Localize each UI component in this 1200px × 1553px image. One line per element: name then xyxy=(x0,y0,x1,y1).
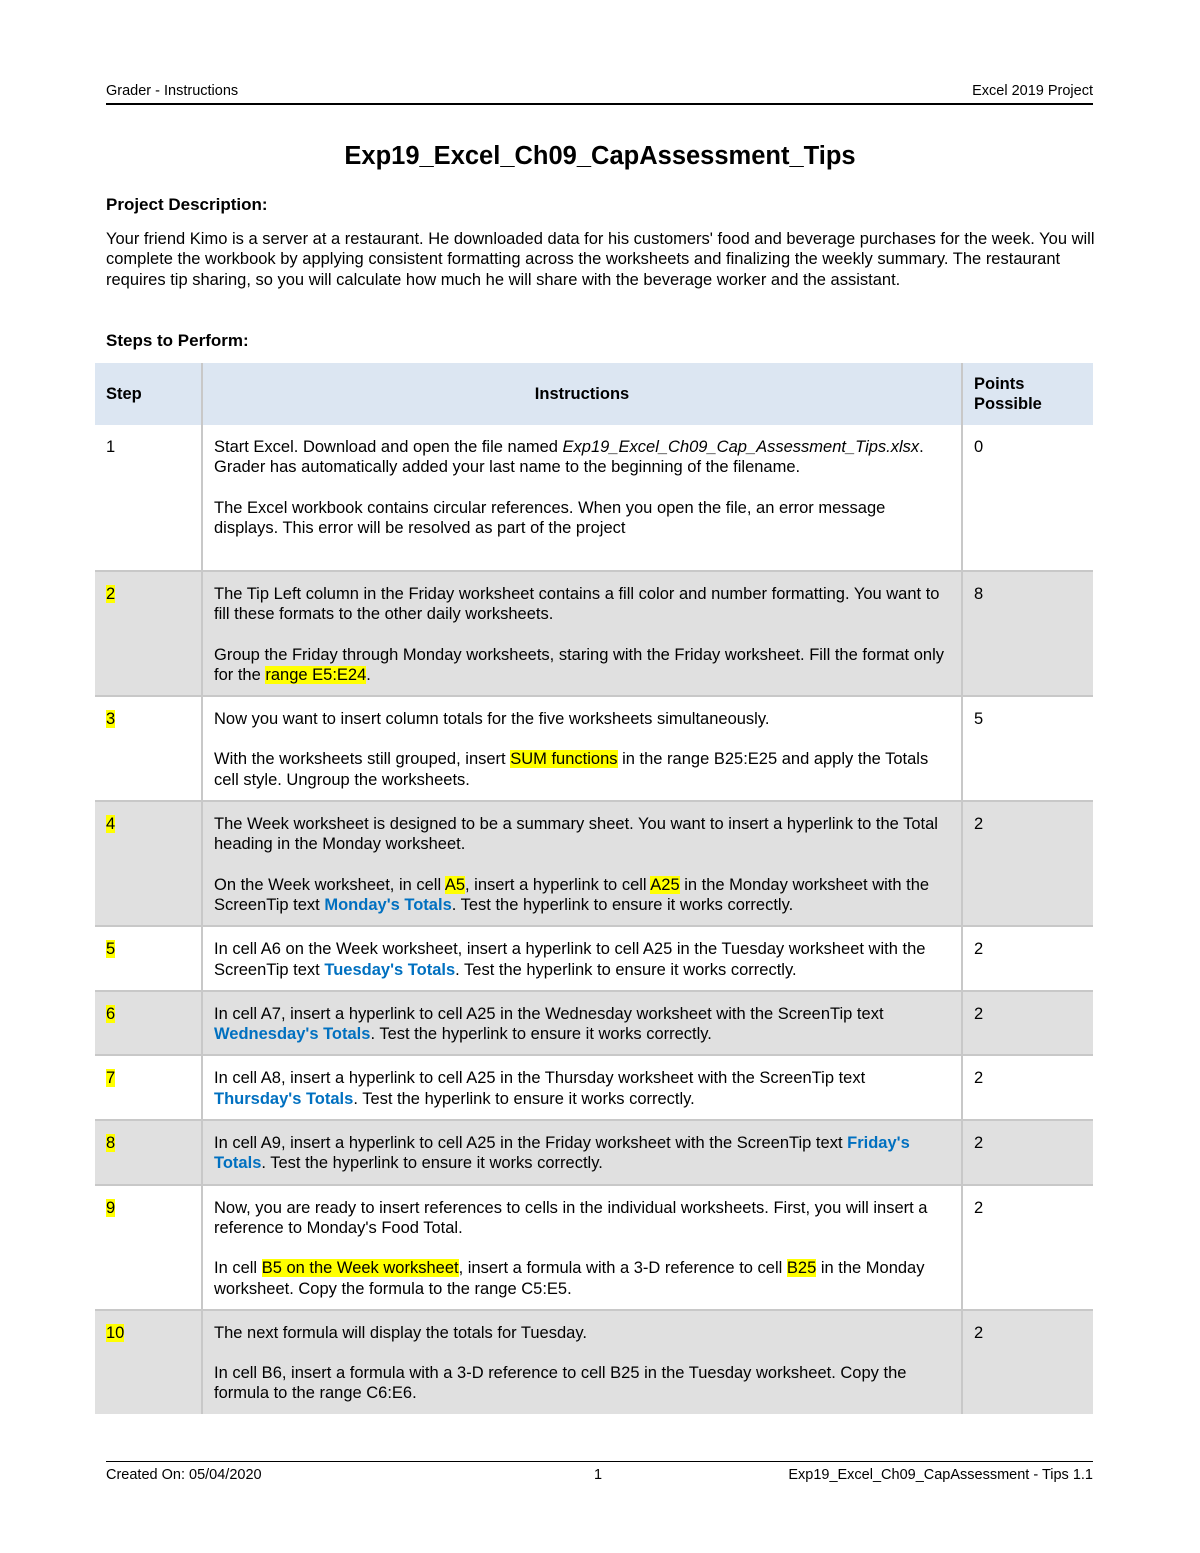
table-row xyxy=(95,801,1093,926)
header-left: Grader - Instructions xyxy=(106,83,239,99)
step-instructions: Now, you are ready to insert references to cells in the individual worksheets. First, you will insert a reference to Monday's Food Total. In cell B5 on the Week worksheet, insert a formula with a 3-D reference to cell B25 in the Monday worksheet. Copy the formula to the range C5:E5. xyxy=(202,1185,962,1310)
table-row xyxy=(95,991,1093,1056)
project-description-text: Your friend Kimo is a server at a restaurant. He downloaded data for his customers' food and beverage purchases for the week. You will complete the workbook by applying consistent formatting across the worksheets and finalizing the weekly summary. The restaurant requires tip sharing, so you will calculate how much he will share with the beverage worker and the assistant. xyxy=(106,230,1095,289)
project-description-heading: Project Description: xyxy=(106,195,268,214)
step-points: 2 xyxy=(962,1310,1093,1414)
step-instructions: The next formula will display the totals for Tuesday. In cell B6, insert a formula with a 3-D reference to cell B25 in the Tuesday worksheet. Copy the formula to the range C6:E6. xyxy=(202,1310,962,1414)
step-points: 5 xyxy=(962,696,1093,801)
step-points: 2 xyxy=(962,991,1093,1056)
step-number: 8 xyxy=(95,1120,202,1185)
page-footer xyxy=(106,1461,1093,1484)
table-row xyxy=(95,926,1093,991)
footer-created-on: Created On: 05/04/2020 xyxy=(106,1467,262,1483)
step-instructions: The Tip Left column in the Friday worksheet contains a fill color and number formatting. You want to fill these formats to the other daily worksheets. Group the Friday through Monday worksheets, staring with the Friday worksheet. Fill the format only for the range E5:E24. xyxy=(202,571,962,696)
footer-doc-version: Exp19_Excel_Ch09_CapAssessment - Tips 1.1 xyxy=(788,1467,1093,1483)
table-row xyxy=(95,1120,1093,1185)
step-instructions: In cell A6 on the Week worksheet, insert a hyperlink to cell A25 in the Tuesday worksheet with the ScreenTip text Tuesday's Totals. Test the hyperlink to ensure it works correctly. xyxy=(202,926,962,991)
steps-heading: Steps to Perform: xyxy=(106,331,249,350)
table-header-row xyxy=(95,363,1093,425)
step-instructions: The Week worksheet is designed to be a summary sheet. You want to insert a hyperlink to the Total heading in the Monday worksheet. On the Week worksheet, in cell A5, insert a hyperlink to cell A25 in the Monday worksheet with the ScreenTip text Monday's Totals. Test the hyperlink to ensure it works correctly. xyxy=(202,801,962,926)
step-number: 10 xyxy=(95,1310,202,1414)
step-number: 2 xyxy=(95,571,202,696)
step-points: 2 xyxy=(962,926,1093,991)
filename: Exp19_Excel_Ch09_Cap_Assessment_Tips.xlsx xyxy=(562,438,920,456)
table-row xyxy=(95,696,1093,801)
table-row xyxy=(95,571,1093,696)
step-instructions: Now you want to insert column totals for the five worksheets simultaneously. With the worksheets still grouped, insert SUM functions in the range B25:E25 and apply the Totals cell style. Ungroup the worksheets. xyxy=(202,696,962,801)
page-header xyxy=(106,83,1093,105)
page-title: Exp19_Excel_Ch09_CapAssessment_Tips xyxy=(344,142,856,170)
step-points: 0 xyxy=(962,425,1093,571)
step-points: 8 xyxy=(962,571,1093,696)
step-instructions: In cell A9, insert a hyperlink to cell A25 in the Friday worksheet with the ScreenTip text Friday's Totals. Test the hyperlink to ensure it works correctly. xyxy=(202,1120,962,1185)
table-row xyxy=(95,425,1093,571)
steps-table xyxy=(95,363,1093,1414)
step-instructions: In cell A7, insert a hyperlink to cell A25 in the Wednesday worksheet with the ScreenTip text Wednesday's Totals. Test the hyperlink to ensure it works correctly. xyxy=(202,991,962,1056)
step-number: 1 xyxy=(95,425,202,571)
footer-page-number: 1 xyxy=(594,1467,603,1483)
step-points: 2 xyxy=(962,1120,1093,1185)
step-number: 9 xyxy=(95,1185,202,1310)
table-row xyxy=(95,1055,1093,1120)
header-step: Step xyxy=(95,363,202,425)
step-points: 2 xyxy=(962,801,1093,926)
table-row xyxy=(95,1185,1093,1310)
step-number: 4 xyxy=(95,801,202,926)
step-instructions: In cell A8, insert a hyperlink to cell A25 in the Thursday worksheet with the ScreenTip text Thursday's Totals. Test the hyperlink to ensure it works correctly. xyxy=(202,1055,962,1120)
step-points: 2 xyxy=(962,1055,1093,1120)
header-right: Excel 2019 Project xyxy=(972,83,1093,99)
step-number: 6 xyxy=(95,991,202,1056)
step-number: 3 xyxy=(95,696,202,801)
step-points: 2 xyxy=(962,1185,1093,1310)
step-number: 7 xyxy=(95,1055,202,1120)
header-points: Points Possible xyxy=(962,363,1093,425)
header-instructions: Instructions xyxy=(202,363,962,425)
step-instructions: Start Excel. Download and open the file named Exp19_Excel_Ch09_Cap_Assessment_Tips.xlsx. Grader has automatically added your last name to the beginning of the filename. The Excel workbook contains circular references. When you open the file, an error message displays. This error will be resolved as part of the project xyxy=(202,425,962,571)
step-number: 5 xyxy=(95,926,202,991)
table-row xyxy=(95,1310,1093,1414)
